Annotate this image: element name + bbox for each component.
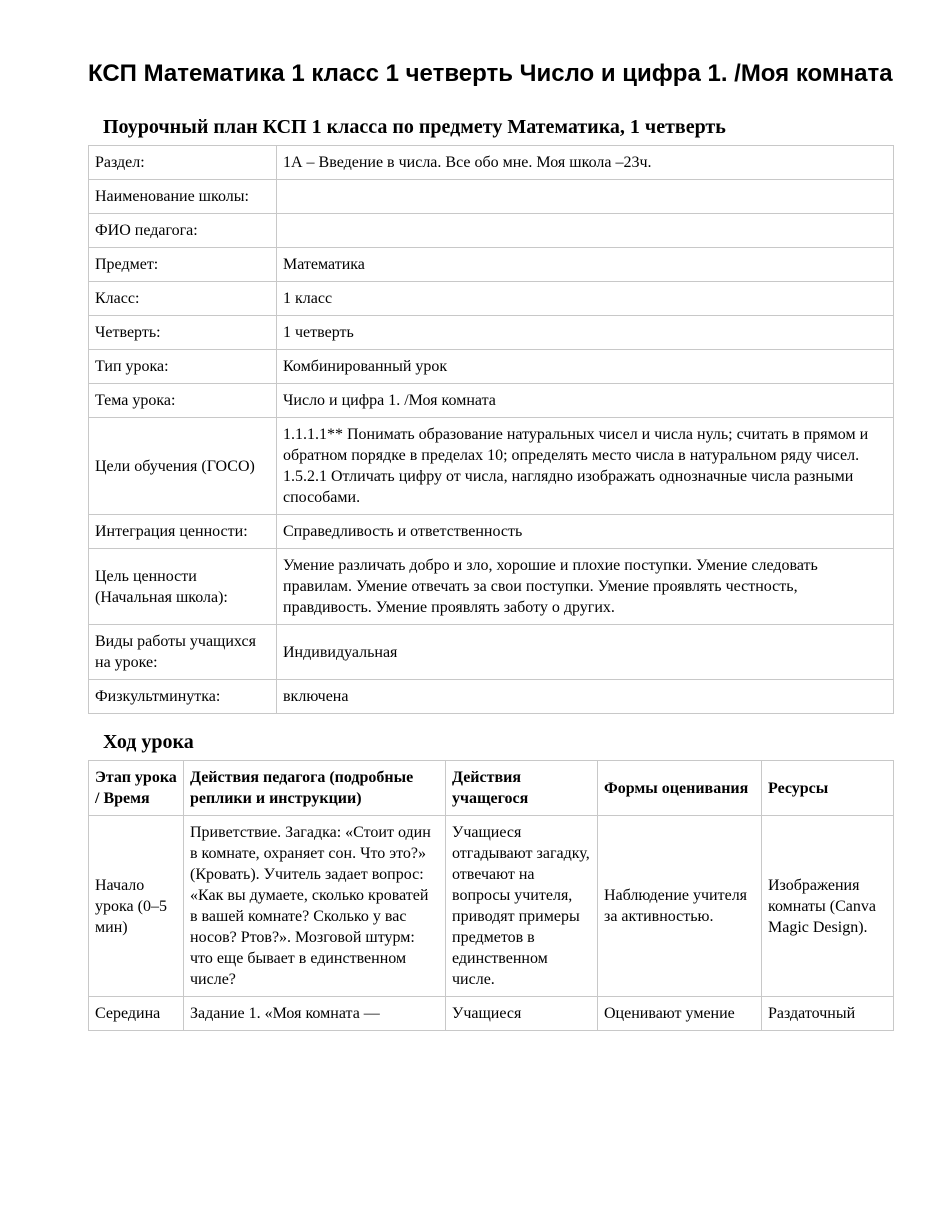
info-row bbox=[89, 384, 894, 418]
plan-heading: Поурочный план КСП 1 класса по предмету Математика, 1 четверть bbox=[103, 116, 726, 138]
document-page bbox=[88, 58, 893, 1031]
info-value: Комбинированный урок bbox=[277, 350, 894, 384]
info-value: Справедливость и ответственность bbox=[277, 515, 894, 549]
lesson-course-table bbox=[88, 760, 894, 1031]
info-label: Наименование школы: bbox=[89, 180, 277, 214]
cell-assessment: Оценивают умение bbox=[598, 997, 762, 1031]
info-label: Четверть: bbox=[89, 316, 277, 350]
info-label: Тип урока: bbox=[89, 350, 277, 384]
info-label: Интеграция ценности: bbox=[89, 515, 277, 549]
info-label: Физкультминутка: bbox=[89, 680, 277, 714]
page-title: КСП Математика 1 класс 1 четверть Число и цифра 1. /Моя комната bbox=[88, 60, 893, 87]
info-label: Класс: bbox=[89, 282, 277, 316]
info-value: Число и цифра 1. /Моя комната bbox=[277, 384, 894, 418]
info-label: Тема урока: bbox=[89, 384, 277, 418]
info-row bbox=[89, 418, 894, 515]
cell-student-actions: Учащиеся отгадывают загадку, отвечают на вопросы учителя, приводят примеры предметов в единственном числе. bbox=[446, 816, 598, 997]
cell-student-actions: Учащиеся bbox=[446, 997, 598, 1031]
info-label: Виды работы учащихся на уроке: bbox=[89, 625, 277, 680]
cell-assessment: Наблюдение учителя за активностью. bbox=[598, 816, 762, 997]
course-row bbox=[89, 816, 894, 997]
info-row bbox=[89, 214, 894, 248]
info-value: 1 четверть bbox=[277, 316, 894, 350]
info-row bbox=[89, 680, 894, 714]
info-value bbox=[277, 180, 894, 214]
cell-stage: Середина bbox=[89, 997, 184, 1031]
info-value bbox=[277, 214, 894, 248]
info-label: Цели обучения (ГОСО) bbox=[89, 418, 277, 515]
info-row bbox=[89, 316, 894, 350]
info-row bbox=[89, 180, 894, 214]
cell-stage: Начало урока (0–5 мин) bbox=[89, 816, 184, 997]
info-value: Математика bbox=[277, 248, 894, 282]
lesson-info-table bbox=[88, 145, 894, 714]
info-value: 1А – Введение в числа. Все обо мне. Моя школа –23ч. bbox=[277, 146, 894, 180]
info-label: ФИО педагога: bbox=[89, 214, 277, 248]
header-student-actions: Действия учащегося bbox=[446, 761, 598, 816]
header-teacher-actions: Действия педагога (подробные реплики и инструкции) bbox=[184, 761, 446, 816]
info-value: Умение различать добро и зло, хорошие и плохие поступки. Умение следовать правилам. Умение отвечать за свои поступки. Умение проявлять честность, правдивость. Умение проявлять заботу о других. bbox=[277, 549, 894, 625]
info-row bbox=[89, 282, 894, 316]
info-row bbox=[89, 350, 894, 384]
info-row bbox=[89, 625, 894, 680]
info-value: включена bbox=[277, 680, 894, 714]
info-label: Раздел: bbox=[89, 146, 277, 180]
info-value: 1.1.1.1** Понимать образование натуральных чисел и числа нуль; считать в прямом и обратном порядке в пределах 10; определять место числа в натуральном ряду чисел. 1.5.2.1 Отличать цифру от числа, наглядно изображать однозначные числа разными способами. bbox=[277, 418, 894, 515]
info-label: Цель ценности (Начальная школа): bbox=[89, 549, 277, 625]
info-value: Индивидуальная bbox=[277, 625, 894, 680]
header-stage: Этап урока / Время bbox=[89, 761, 184, 816]
info-label: Предмет: bbox=[89, 248, 277, 282]
info-row bbox=[89, 248, 894, 282]
cell-teacher-actions: Приветствие. Загадка: «Стоит один в комнате, охраняет сон. Что это?» (Кровать). Учитель задает вопрос: «Как вы думаете, сколько кроватей в вашей комнате? Сколько у вас носов? Ртов?». Мозговой штурм: что еще бывает в единственном числе? bbox=[184, 816, 446, 997]
info-row bbox=[89, 146, 894, 180]
course-heading: Ход урока bbox=[103, 731, 194, 753]
header-assessment: Формы оценивания bbox=[598, 761, 762, 816]
info-row bbox=[89, 515, 894, 549]
cell-resources: Раздаточный bbox=[762, 997, 894, 1031]
info-row bbox=[89, 549, 894, 625]
course-row bbox=[89, 997, 894, 1031]
course-header-row bbox=[89, 761, 894, 816]
header-resources: Ресурсы bbox=[762, 761, 894, 816]
cell-teacher-actions: Задание 1. «Моя комната — bbox=[184, 997, 446, 1031]
info-value: 1 класс bbox=[277, 282, 894, 316]
cell-resources: Изображения комнаты (Canva Magic Design). bbox=[762, 816, 894, 997]
